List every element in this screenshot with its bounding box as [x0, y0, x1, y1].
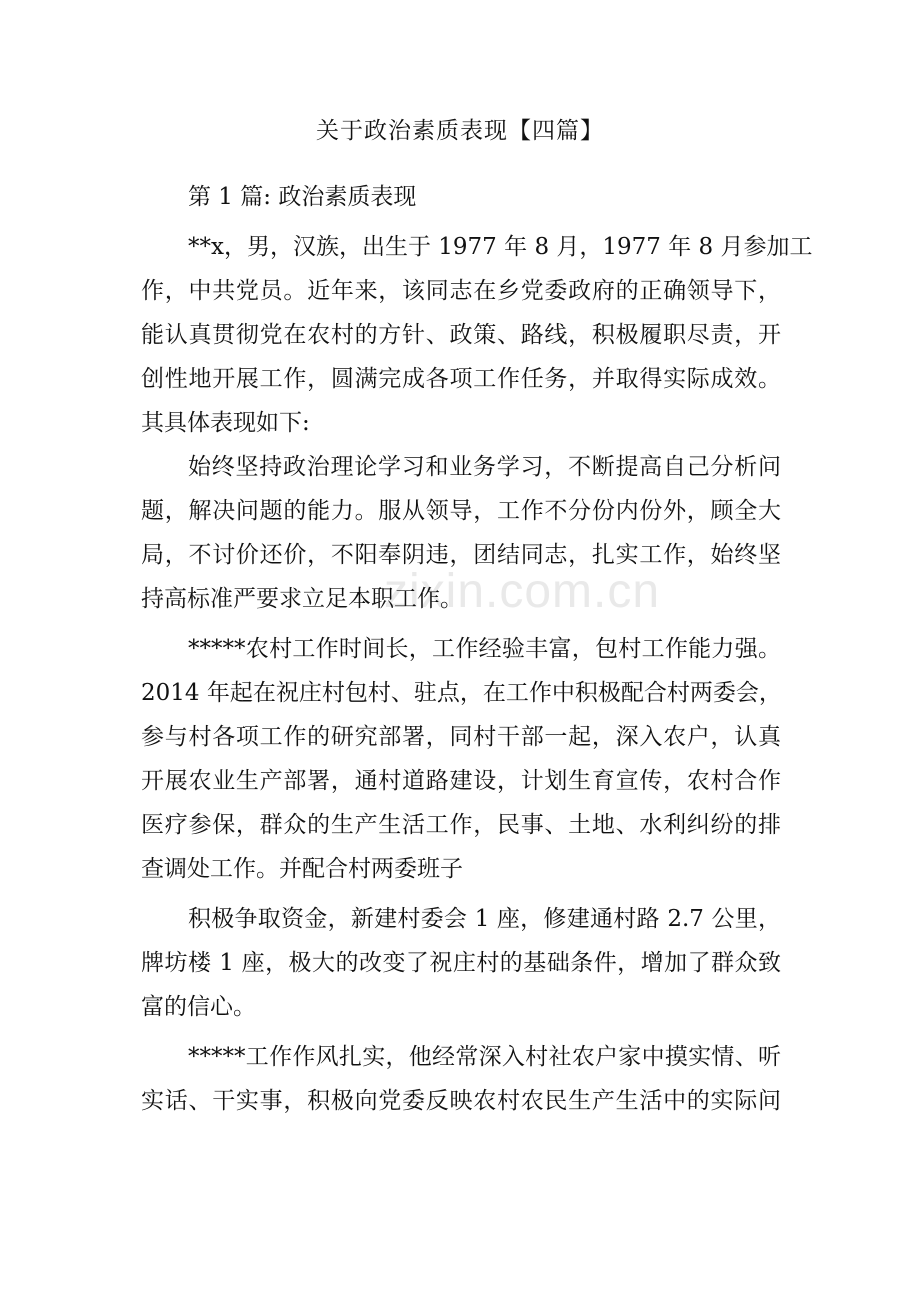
paragraph-line: 创性地开展工作，圆满完成各项工作任务，并取得实际成效。 [141, 366, 781, 392]
watermark: zixin.com.cn [384, 565, 661, 618]
paragraph-line: 局，不讨价还价，不阳奉阴违，团结同志，扎实工作，始终坚 [141, 542, 781, 568]
paragraph-line: *****农村工作时间长，工作经验丰富，包村工作能力强。 [188, 636, 781, 662]
paragraph-line: 持高标准严要求立足本职工作。 [141, 586, 463, 612]
paragraph-line: 题，解决问题的能力。服从领导，工作不分份内份外，顾全大 [141, 498, 781, 524]
paragraph-line: 始终坚持政治理论学习和业务学习，不断提高自己分析问 [188, 454, 781, 480]
paragraph-line: 作，中共党员。近年来，该同志在乡党委政府的正确领导下， [141, 278, 781, 304]
paragraph-line: 2014 年起在祝庄村包村、驻点，在工作中积极配合村两委会， [141, 680, 782, 706]
paragraph-line: *****工作作风扎实，他经常深入村社农户家中摸实情、听 [188, 1044, 781, 1070]
paragraph-line: 积极争取资金，新建村委会 1 座，修建通村路 2.7 公里， [188, 906, 781, 932]
paragraph-line: 查调处工作。并配合村两委班子 [141, 856, 463, 882]
paragraph-line: 实话、干实事，积极向党委反映农村农民生产生活中的实际问 [141, 1088, 781, 1114]
document-title: 关于政治素质表现【四篇】 [316, 118, 604, 144]
paragraph-line: 牌坊楼 1 座，极大的改变了祝庄村的基础条件，增加了群众致 [141, 950, 781, 976]
paragraph-line: 能认真贯彻党在农村的方针、政策、路线，积极履职尽责，开 [141, 322, 781, 348]
section-heading: 第 1 篇: 政治素质表现 [188, 184, 417, 210]
paragraph-line: 参与村各项工作的研究部署，同村干部一起，深入农户，认真 [141, 724, 781, 750]
paragraph-line: 富的信心。 [141, 994, 256, 1020]
paragraph-line: 其具体表现如下: [141, 410, 310, 436]
paragraph-line: **x，男，汉族，出生于 1977 年 8 月，1977 年 8 月参加工 [188, 234, 813, 260]
paragraph-line: 开展农业生产部署，通村道路建设，计划生育宣传，农村合作 [141, 768, 781, 794]
paragraph-line: 医疗参保，群众的生产生活工作，民事、土地、水利纠纷的排 [141, 812, 781, 838]
